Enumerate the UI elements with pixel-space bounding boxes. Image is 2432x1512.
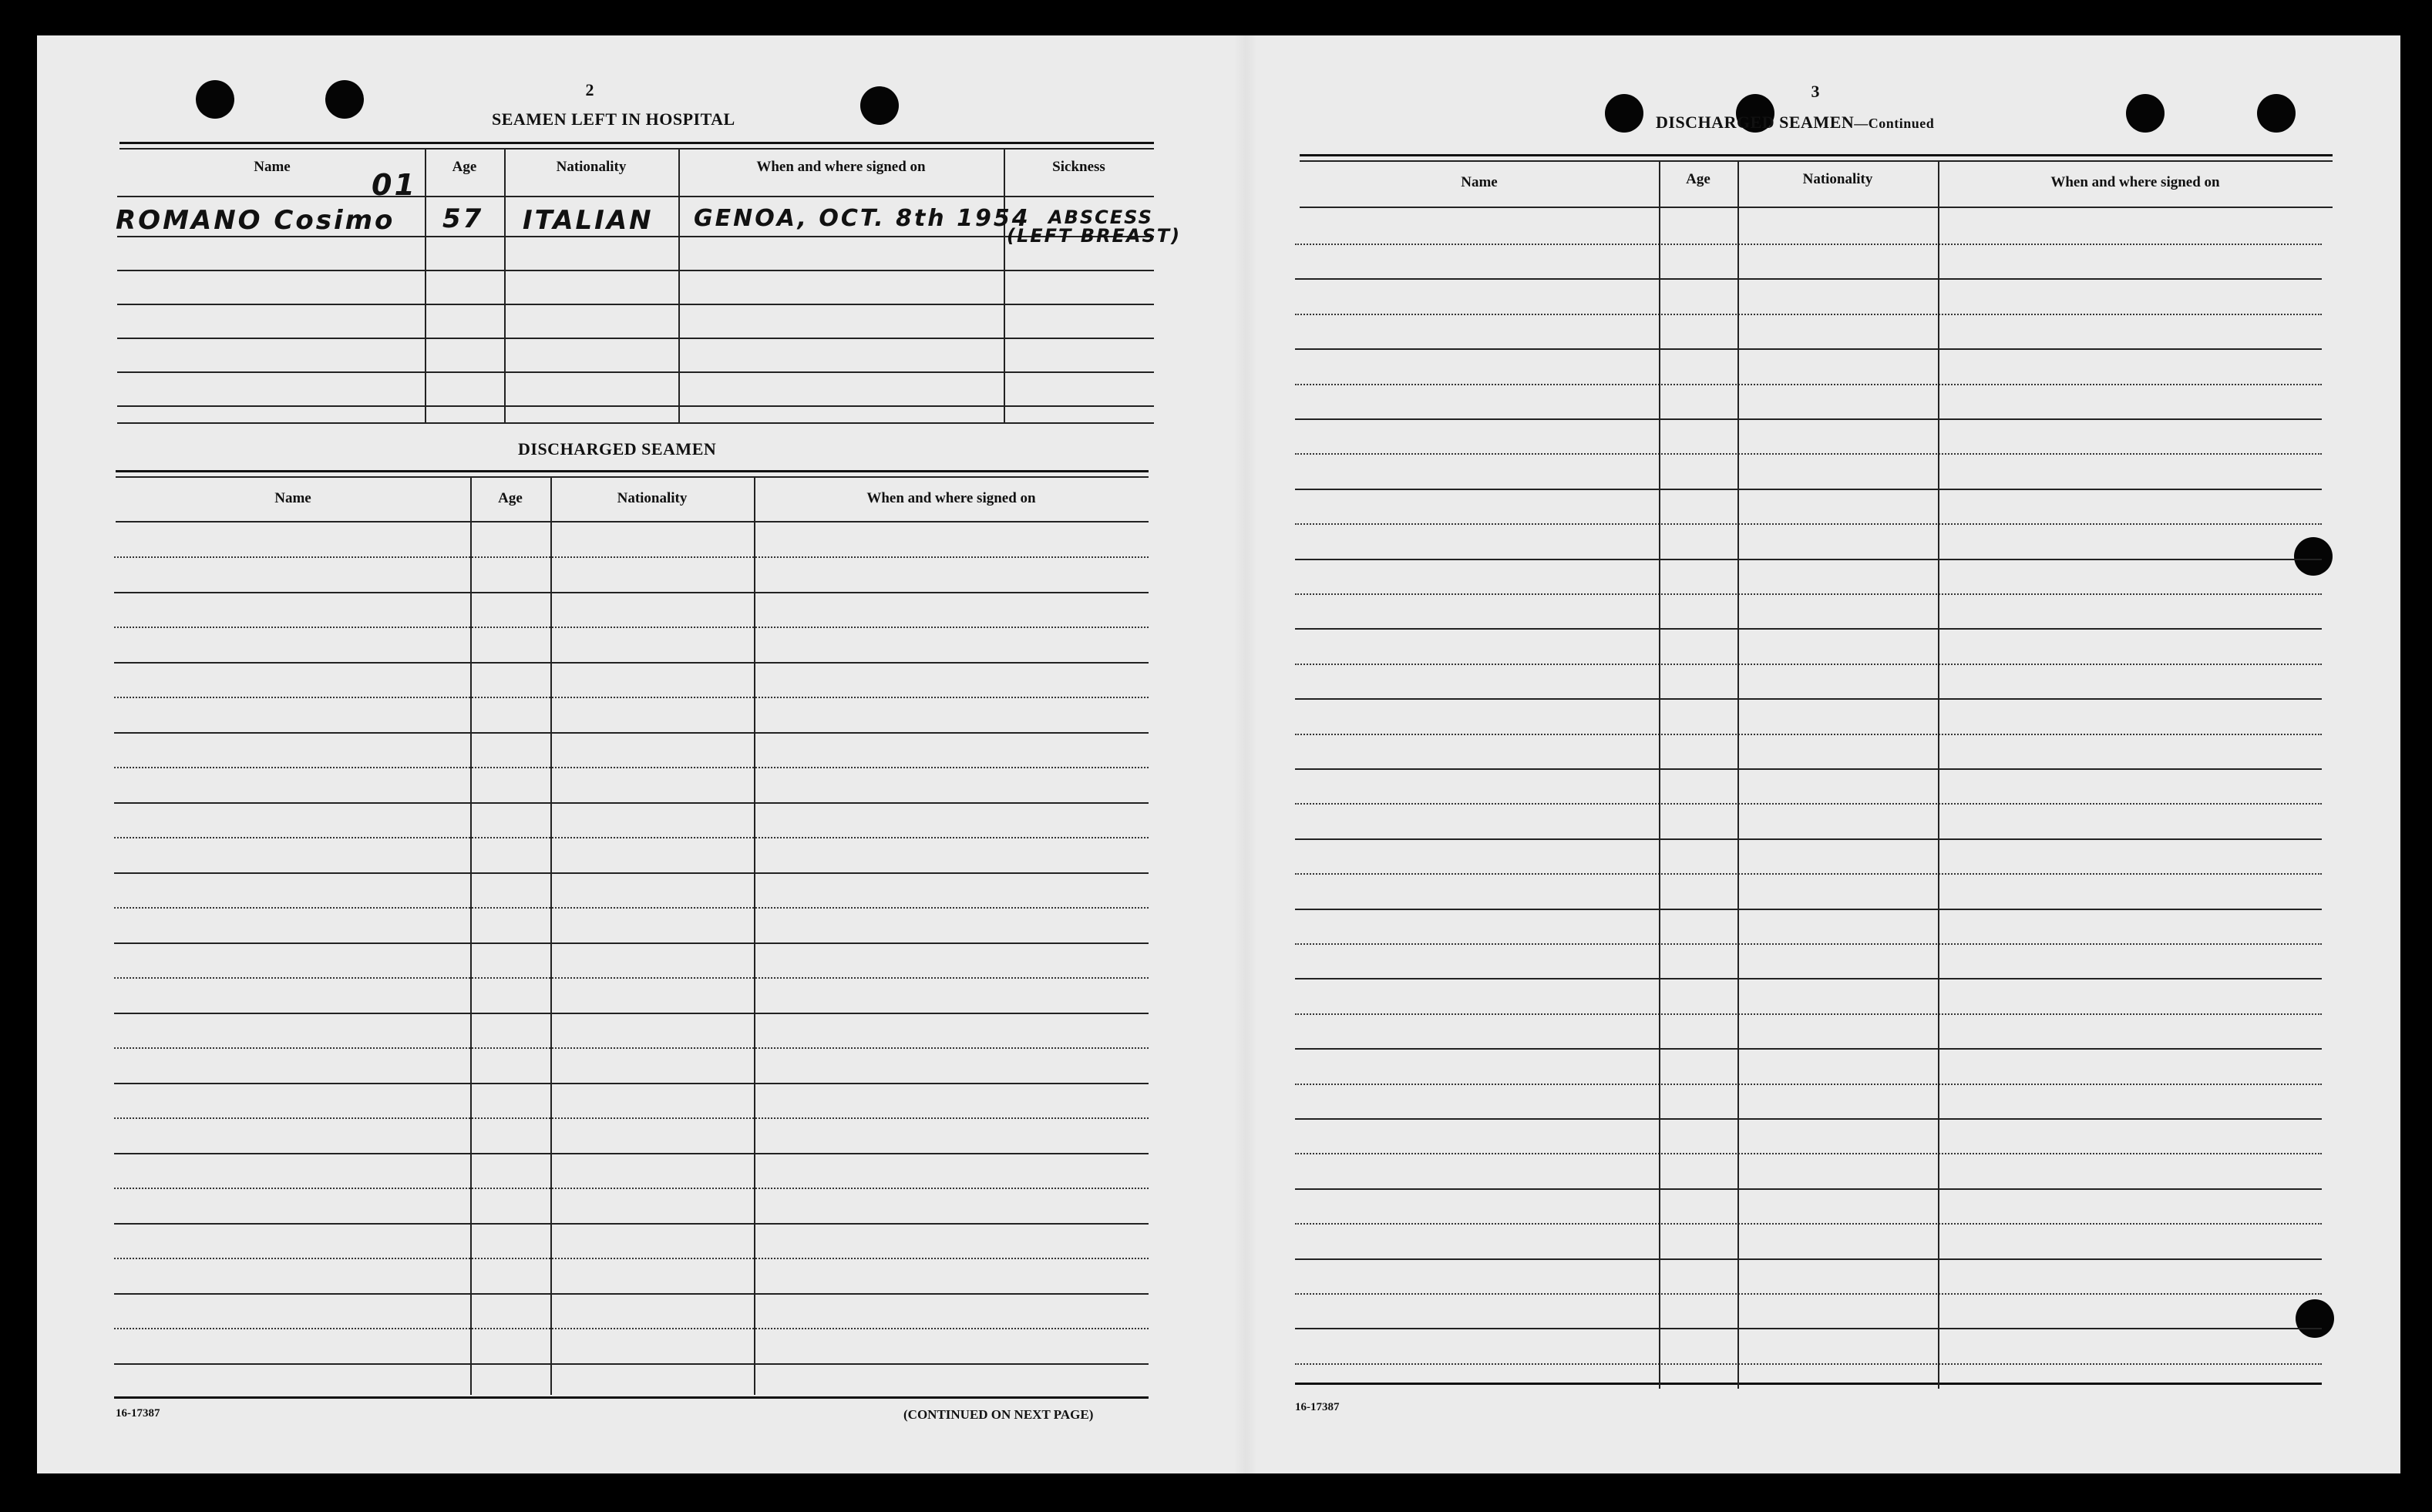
- form-row-line: [1295, 978, 2322, 979]
- form-row-line: [114, 1083, 1149, 1084]
- col-header-signed-on: When and where signed on: [2050, 174, 2220, 190]
- right-page-title: [1656, 113, 1934, 133]
- form-bottom-rule: [1295, 1383, 2322, 1385]
- form-row-line: [1295, 348, 2322, 350]
- column-divider: [678, 148, 680, 422]
- right-title-suffix: —Continued: [1854, 116, 1935, 131]
- form-row-line: [114, 627, 1149, 628]
- form-row-line: [1295, 768, 2322, 770]
- form-row-line: [114, 837, 1149, 838]
- form-row-line: [114, 1293, 1149, 1295]
- form-row-line: [114, 1153, 1149, 1154]
- punch-hole: [325, 80, 364, 119]
- form-row-line: [1295, 628, 2322, 630]
- form-row-line: [1295, 418, 2322, 420]
- col-header-name: Name: [1461, 174, 1498, 190]
- form-row-line: [114, 592, 1149, 593]
- col-header-age: Age: [1686, 171, 1710, 187]
- form-bottom-rule: [114, 1396, 1149, 1399]
- form-row-line: [114, 802, 1149, 804]
- form-row-line: [1295, 1153, 2322, 1154]
- column-divider: [1659, 160, 1660, 1389]
- form-row-line: [114, 732, 1149, 734]
- form-row-line: [1295, 1188, 2322, 1190]
- punch-hole: [2296, 1299, 2334, 1338]
- col-header-name: Name: [254, 159, 291, 175]
- form-row-line: [1295, 314, 2322, 315]
- page-number-right: 3: [1811, 82, 1820, 101]
- entry-mark: 01: [372, 168, 417, 202]
- form-row-line: [1295, 664, 2322, 665]
- punch-hole: [860, 86, 899, 125]
- entry-name: ROMANO Cosimo: [116, 205, 395, 236]
- col-header-signed-on: When and where signed on: [756, 159, 926, 175]
- rule: [117, 338, 1154, 339]
- form-row-line: [114, 1117, 1149, 1119]
- form-row-line: [1295, 1118, 2322, 1120]
- form-row-line: [1295, 909, 2322, 910]
- form-row-line: [1295, 1048, 2322, 1050]
- form-row-line: [114, 556, 1149, 558]
- form-row-line: [1295, 278, 2322, 280]
- column-divider: [504, 148, 506, 422]
- col-header-age: Age: [452, 159, 477, 175]
- page-number-left: 2: [585, 80, 594, 99]
- form-row-line: [114, 1223, 1149, 1225]
- column-divider: [1938, 160, 1939, 1389]
- form-row-line: [114, 907, 1149, 909]
- form-row-line: [1295, 593, 2322, 595]
- rule: [1300, 154, 2333, 156]
- form-row-line: [1295, 489, 2322, 490]
- rule: [1300, 160, 2333, 162]
- punch-hole: [196, 80, 234, 119]
- entry-age: 57: [442, 203, 484, 234]
- form-row-line: [1295, 1293, 2322, 1295]
- col-header-nationality: Nationality: [1802, 171, 1873, 187]
- col-header-nationality: Nationality: [556, 159, 627, 175]
- form-row-line: [114, 1363, 1149, 1365]
- center-fold: [1234, 35, 1257, 1473]
- discharged-section-title: DISCHARGED SEAMEN: [518, 439, 717, 459]
- form-row-line: [114, 977, 1149, 979]
- rule: [1300, 207, 2333, 208]
- form-row-line: [114, 662, 1149, 664]
- hospital-section-title: SEAMEN LEFT IN HOSPITAL: [492, 109, 735, 129]
- form-row-line: [114, 1328, 1149, 1329]
- rule: [117, 405, 1154, 407]
- form-row-line: [114, 942, 1149, 944]
- form-row-line: [1295, 1084, 2322, 1085]
- form-row-line: [1295, 734, 2322, 735]
- right-title-main: DISCHARGED SEAMEN: [1656, 113, 1855, 132]
- col-header-age: Age: [498, 490, 523, 506]
- form-row-line: [1295, 523, 2322, 525]
- form-row-line: [114, 1258, 1149, 1259]
- form-row-line: [114, 697, 1149, 698]
- punch-hole: [1605, 94, 1643, 133]
- form-row-line: [1295, 838, 2322, 840]
- entry-sickness-line1: ABSCESS: [1048, 207, 1153, 228]
- form-row-line: [114, 767, 1149, 768]
- form-row-line: [1295, 1258, 2322, 1260]
- column-divider: [1004, 148, 1005, 422]
- form-row-line: [114, 1188, 1149, 1189]
- col-header-signed-on: When and where signed on: [866, 490, 1036, 506]
- form-number-left: 16-17387: [116, 1407, 160, 1420]
- form-row-line: [114, 1013, 1149, 1014]
- form-row-line: [1295, 244, 2322, 245]
- form-row-line: [114, 872, 1149, 874]
- column-divider: [470, 476, 472, 1395]
- form-row-line: [1295, 453, 2322, 455]
- entry-signed-on: GENOA, OCT. 8th 1954: [694, 205, 1031, 232]
- entry-sickness-line2: (LEFT BREAST): [1007, 225, 1182, 247]
- form-row-line: [1295, 943, 2322, 945]
- rule: [116, 470, 1149, 472]
- punch-hole: [2257, 94, 2296, 133]
- rule: [119, 148, 1154, 150]
- column-divider: [754, 476, 755, 1395]
- form-row-line: [1295, 1223, 2322, 1225]
- form-number-right: 16-17387: [1295, 1401, 1340, 1413]
- form-row-line: [1295, 873, 2322, 875]
- rule: [116, 521, 1149, 522]
- punch-hole: [2126, 94, 2165, 133]
- form-row-line: [1295, 1013, 2322, 1015]
- column-divider: [425, 148, 426, 422]
- continued-note: (CONTINUED ON NEXT PAGE): [903, 1407, 1094, 1422]
- form-row-line: [1295, 1363, 2322, 1365]
- form-row-line: [114, 1047, 1149, 1049]
- rule: [116, 476, 1149, 478]
- form-row-line: [1295, 698, 2322, 700]
- punch-hole: [2294, 537, 2333, 576]
- column-divider: [550, 476, 552, 1395]
- form-row-line: [1295, 559, 2322, 560]
- rule: [117, 196, 1154, 197]
- entry-nationality: ITALIAN: [523, 205, 654, 236]
- col-header-name: Name: [274, 490, 311, 506]
- rule: [117, 304, 1154, 305]
- rule: [117, 422, 1154, 424]
- rule: [119, 142, 1154, 144]
- rule: [117, 371, 1154, 373]
- rule: [117, 270, 1154, 271]
- col-header-nationality: Nationality: [617, 490, 688, 506]
- rule: [117, 236, 1154, 237]
- form-row-line: [1295, 803, 2322, 805]
- form-row-line: [1295, 384, 2322, 385]
- column-divider: [1737, 160, 1739, 1389]
- form-row-line: [1295, 1328, 2322, 1329]
- col-header-sickness: Sickness: [1052, 159, 1105, 175]
